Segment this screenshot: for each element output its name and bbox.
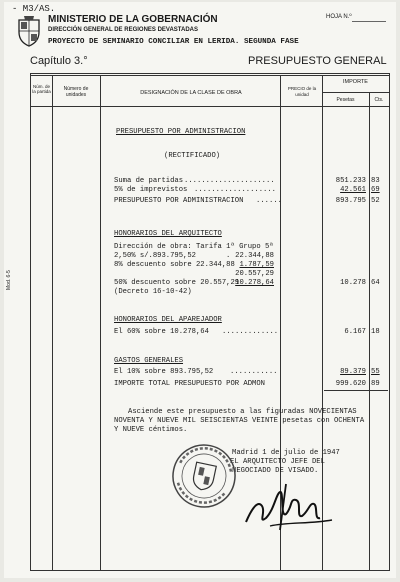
place-date: Madrid 1 de julio de 1947 <box>232 449 340 457</box>
col-header-pesetas: Pesetas <box>336 97 355 103</box>
grand-total-label: IMPORTE TOTAL PRESUPUESTO POR ADMON <box>114 380 265 388</box>
top-code: - M3/AS. <box>12 4 56 14</box>
architect-cts: 64 <box>371 279 380 287</box>
form-model-note: Mod. 6-5 <box>6 270 12 290</box>
general-expenses-heading: GASTOS GENERALES <box>114 357 184 365</box>
general-expenses-cts: 55 <box>371 368 380 376</box>
grand-total-cts: 89 <box>371 380 380 388</box>
budget-admin-leader: ...... <box>256 197 282 205</box>
col-rule-left <box>30 73 31 571</box>
document-page <box>4 2 396 578</box>
col-header-order: Núm. de la partida <box>32 84 51 94</box>
grand-total-pesetas: 999.620 <box>335 380 366 388</box>
chapter-label: Capítulo 3.° <box>30 55 88 67</box>
grand-total-rule <box>324 390 388 391</box>
surveyor-label: El 60% sobre 10.278,64 <box>114 328 209 336</box>
general-expenses-pesetas: 89.379 <box>340 368 366 376</box>
direction-name: DIRECCIÓN GENERAL DE REGIONES DEVASTADAS <box>48 27 199 33</box>
coat-of-arms-icon <box>16 14 42 48</box>
col-rule-right <box>389 73 390 571</box>
col-rule-cts <box>369 92 370 570</box>
contingencies-pesetas: 42.561 <box>340 186 366 194</box>
contingencies-cts: 69 <box>371 186 380 194</box>
surveyor-cts: 18 <box>371 328 380 336</box>
surveyor-fees-heading: HONORARIOS DEL APAREJADOR <box>114 316 222 324</box>
table-bottom-rule <box>30 570 390 571</box>
architect-250-label: 2,50% s/.893.795,52 <box>114 252 196 260</box>
surveyor-leader: ............. <box>222 328 279 336</box>
official-stamp-icon <box>170 442 238 510</box>
sum-leader: ..................... <box>184 177 275 185</box>
signature-icon <box>240 478 340 534</box>
col-rule-units <box>100 75 101 570</box>
col-header-price: PRECIO de la unidad <box>287 86 317 97</box>
table-header-rule <box>30 106 390 107</box>
contingencies-label: 5% de imprevistos <box>114 186 188 194</box>
architect-decree: (Decreto 16-10-42) <box>114 288 192 296</box>
architect-fees-heading: HONORARIOS DEL ARQUITECTO <box>114 230 222 238</box>
ministry-name: MINISTERIO DE LA GOBERNACIÓN <box>48 14 218 25</box>
sheet-number-label: HOJA N.º <box>326 14 352 20</box>
col-header-cts: Cts. <box>374 97 384 103</box>
col-header-units: Número de unidades <box>63 86 89 98</box>
architect-pesetas: 10.278 <box>340 279 366 287</box>
sum-pesetas: 851.233 <box>335 177 366 185</box>
signer-line-2: NEGOCIADO DE VISADO. <box>232 467 319 475</box>
budget-subtitle: (RECTIFICADO) <box>164 152 221 160</box>
sum-cts: 83 <box>371 177 380 185</box>
architect-250-value: 22.344,88 <box>235 252 274 260</box>
general-expenses-leader: ........... <box>230 368 278 376</box>
col-header-designation: DESIGNACIÓN DE LA CLASE DE OBRA <box>140 90 242 96</box>
closing-line-3: Y NUEVE céntimos. <box>114 426 188 434</box>
architect-50-value: 10.278,64 <box>235 279 274 287</box>
budget-admin-cts: 52 <box>371 197 380 205</box>
surveyor-pesetas: 6.167 <box>344 328 366 336</box>
budget-admin-label: PRESUPUESTO POR ADMINISTRACION <box>114 197 244 205</box>
sheet-number-line <box>352 21 386 22</box>
architect-50-label: 50% descuento sobre 20.557,29 <box>114 279 240 287</box>
architect-250-leader: . <box>226 252 231 260</box>
closing-line-2: NOVENTA Y NUEVE MIL SEISCIENTAS VEINTE pesetas con OCHENTA <box>114 417 365 425</box>
sum-label: Suma de partidas <box>114 177 184 185</box>
table-top-rule <box>30 73 390 74</box>
budget-title: PRESUPUESTO POR ADMINISTRACION <box>116 128 246 136</box>
table-top-rule-2 <box>30 75 390 76</box>
contingencies-leader: ................... <box>194 186 276 194</box>
architect-8-label: 8% descuento sobre 22.344,88 <box>114 261 235 269</box>
col-rule-order <box>52 75 53 570</box>
architect-direction-line: Dirección de obra: Tarifa 1ª Grupo 5ª <box>114 243 274 251</box>
general-expenses-label: El 10% sobre 893.795,52 <box>114 368 214 376</box>
col-header-amount: IMPORTE <box>343 79 368 85</box>
architect-subtotal-value: 20.557,29 <box>235 270 274 278</box>
budget-admin-pesetas: 893.795 <box>335 197 366 205</box>
amount-subheader-rule <box>322 92 389 93</box>
project-title: PROYECTO DE SEMINARIO CONCILIAR EN LERIDA. SEGUNDA FASE <box>48 38 299 46</box>
architect-8-value: 1.787,59 <box>239 261 274 269</box>
closing-line-1: Asciende este presupuesto a las figuradas NOVECIENTAS <box>128 408 357 416</box>
signer-line-1: EL ARQUITECTO JEFE DEL <box>230 458 325 466</box>
section-title: PRESUPUESTO GENERAL <box>248 55 387 67</box>
